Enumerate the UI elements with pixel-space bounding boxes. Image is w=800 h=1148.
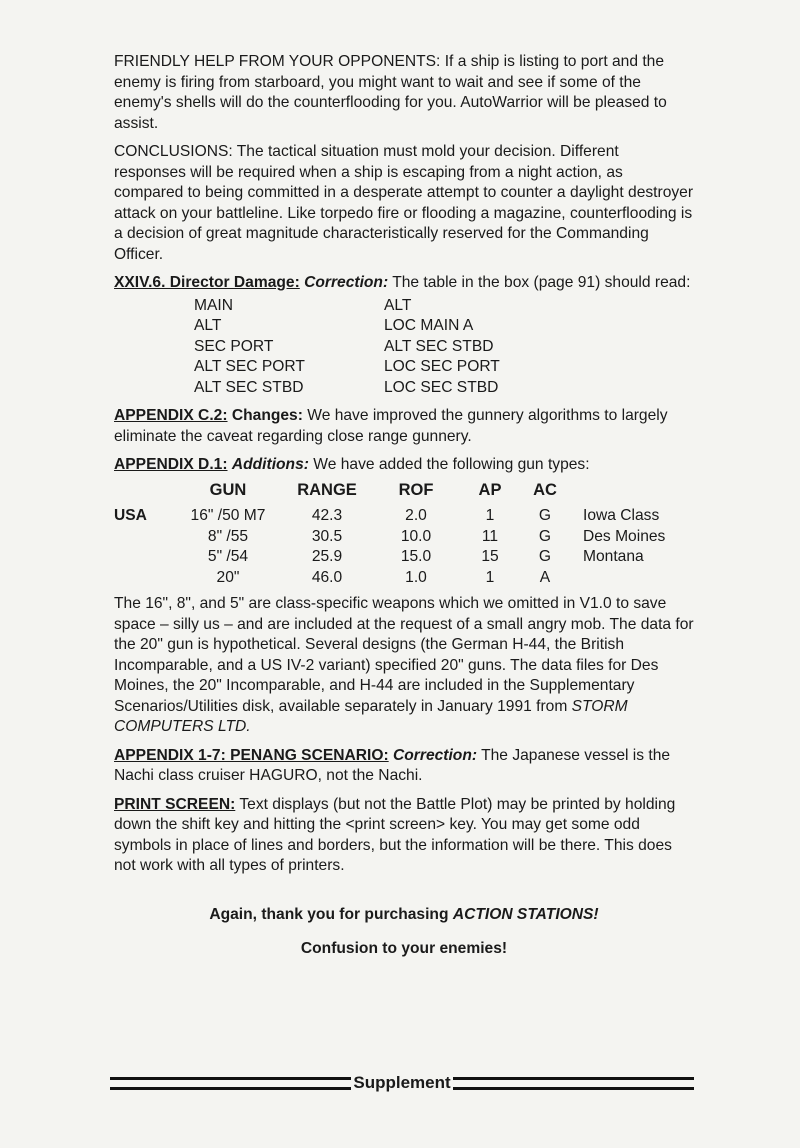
gun-note-company: STORM COMPUTERS LTD. [114, 697, 628, 735]
paragraph-friendly-help [114, 52, 694, 134]
table-row [114, 568, 665, 589]
ac-cell: G [538, 507, 552, 524]
rof-cell: 1.0 [405, 568, 427, 586]
footer-rule-left [110, 1077, 351, 1090]
paragraph-gun-note [114, 594, 694, 738]
ac-cell: G [538, 548, 552, 565]
director-text: The table in the box (page 91) should read: [388, 274, 691, 291]
conclusions-label: CONCLUSIONS: [114, 143, 233, 160]
ship-cell: Des Moines [583, 527, 666, 545]
nation-cell [114, 547, 169, 568]
appendix-17-correction: Correction: [393, 746, 478, 764]
ap-cell: 1 [485, 507, 495, 524]
director-cell: ALT [194, 317, 222, 334]
director-cell: MAIN [194, 296, 233, 314]
ship-cell: Montana [583, 548, 644, 565]
director-cell: LOC SEC PORT [384, 358, 500, 375]
closing-title: ACTION STATIONS! [452, 905, 599, 923]
col-rof: ROF [398, 480, 434, 499]
director-table [194, 296, 694, 399]
footer-label: Supplement [353, 1073, 451, 1092]
table-row [114, 547, 665, 568]
gun-cell: 5" /54 [207, 548, 249, 565]
rof-cell: 2.0 [405, 507, 427, 524]
director-cell: ALT [384, 296, 412, 314]
gun-cell: 8" /55 [207, 527, 249, 545]
nation-cell: USA [114, 507, 147, 524]
col-ap: AP [478, 480, 502, 499]
appendix-17-text: The Japanese vessel is the Nachi class cruiser HAGURO, not the Nachi. [114, 746, 671, 784]
director-cell: ALT SEC PORT [194, 358, 305, 375]
range-cell: 46.0 [311, 568, 343, 586]
rof-cell: 10.0 [400, 527, 432, 545]
appendix-d1-heading: APPENDIX D.1: [114, 456, 228, 473]
ap-cell: 1 [485, 568, 495, 586]
range-cell: 42.3 [311, 507, 343, 524]
friendly-text: If a ship is listing to port and the enemy is firing from starboard, you might want to wait and see if some of the enemy's shells will do the counterflooding for you. AutoWarrior will be pleased to assist. [114, 53, 667, 132]
ac-cell: A [539, 568, 551, 586]
closing-prefix: Again, thank you for purchasing [209, 905, 453, 923]
director-cell: SEC PORT [194, 337, 274, 355]
director-cell: LOC SEC STBD [384, 378, 499, 396]
gun-cell: 20" [216, 568, 240, 586]
print-screen-heading: PRINT SCREEN: [114, 795, 236, 813]
paragraph-conclusions [114, 142, 694, 265]
nation-cell [114, 568, 169, 589]
range-cell: 25.9 [311, 548, 343, 565]
ap-cell: 11 [481, 527, 499, 545]
section-appendix-1-7 [114, 746, 694, 787]
nation-cell [114, 527, 169, 548]
section-director-damage [114, 273, 694, 294]
table-row [114, 506, 665, 527]
appendix-d1-text: We have added the following gun types: [308, 456, 590, 473]
closing-line-1 [114, 905, 694, 926]
appendix-c2-heading: APPENDIX C.2: [114, 407, 228, 424]
footer-rule-right [453, 1077, 694, 1090]
appendix-d1-label: Additions: [231, 456, 309, 473]
table-row [114, 527, 665, 548]
gun-note-text: The 16", 8", and 5" are class-specific weapons which we omitted in V1.0 to save space – silly us – and are included at the request of a small angry mob. The data for the 20" gun is hypothetical. Several designs (the German H-44, the British Incomparable, and a US IV-2 variant) specified 20" guns. The data files for Des Moines, the 20" Incomparable, and H-44 are included in the Supplementary Scenarios/Utilities disk, available separately in January 1991 from [114, 595, 694, 715]
director-cell: ALT SEC STBD [384, 337, 494, 355]
range-cell: 30.5 [311, 527, 343, 545]
gun-table [114, 480, 665, 589]
director-cell: LOC MAIN A [384, 317, 474, 334]
ac-cell: G [538, 527, 552, 545]
page-footer [110, 1072, 694, 1094]
director-correction: Correction: [304, 274, 389, 291]
friendly-label: FRIENDLY HELP FROM YOUR OPPONENTS: [114, 53, 441, 70]
director-cell: ALT SEC STBD [194, 378, 304, 396]
appendix-17-heading: APPENDIX 1-7: PENANG SCENARIO: [114, 746, 389, 764]
gun-cell: 16" /50 M7 [190, 507, 266, 524]
col-ac: AC [533, 480, 557, 499]
col-gun: GUN [209, 480, 247, 499]
document-page [114, 52, 694, 974]
closing-block [114, 905, 694, 960]
col-range: RANGE [297, 480, 357, 499]
gun-table-header [114, 480, 665, 507]
appendix-c2-text: We have improved the gunnery algorithms to largely eliminate the caveat regarding close range gunnery. [114, 407, 668, 445]
director-heading: XXIV.6. Director Damage: [114, 274, 300, 291]
section-print-screen [114, 795, 694, 877]
print-screen-text: Text displays (but not the Battle Plot) may be printed by holding down the shift key and hitting the <print screen> key. You may get some odd symbols in place of lines and borders, but the information will be there. This does not work with all types of printers. [114, 795, 676, 874]
ap-cell: 15 [481, 548, 499, 565]
ship-cell: Iowa Class [583, 507, 660, 524]
section-appendix-c2 [114, 406, 694, 447]
ship-cell [575, 568, 665, 589]
conclusions-text: The tactical situation must mold your decision. Different responses will be required when a ship is escaping from a night action, as compared to being committed in a desperate attempt to counter a daylight destroyer attack on your battleline. Like torpedo fire or flooding a magazine, counterflooding is a decision of great magnitude characteristically reserved for the Commanding Officer. [114, 143, 694, 263]
section-appendix-d1 [114, 455, 694, 476]
rof-cell: 15.0 [400, 548, 432, 565]
closing-line-2: Confusion to your enemies! [300, 940, 508, 957]
appendix-c2-label: Changes: [231, 407, 303, 424]
